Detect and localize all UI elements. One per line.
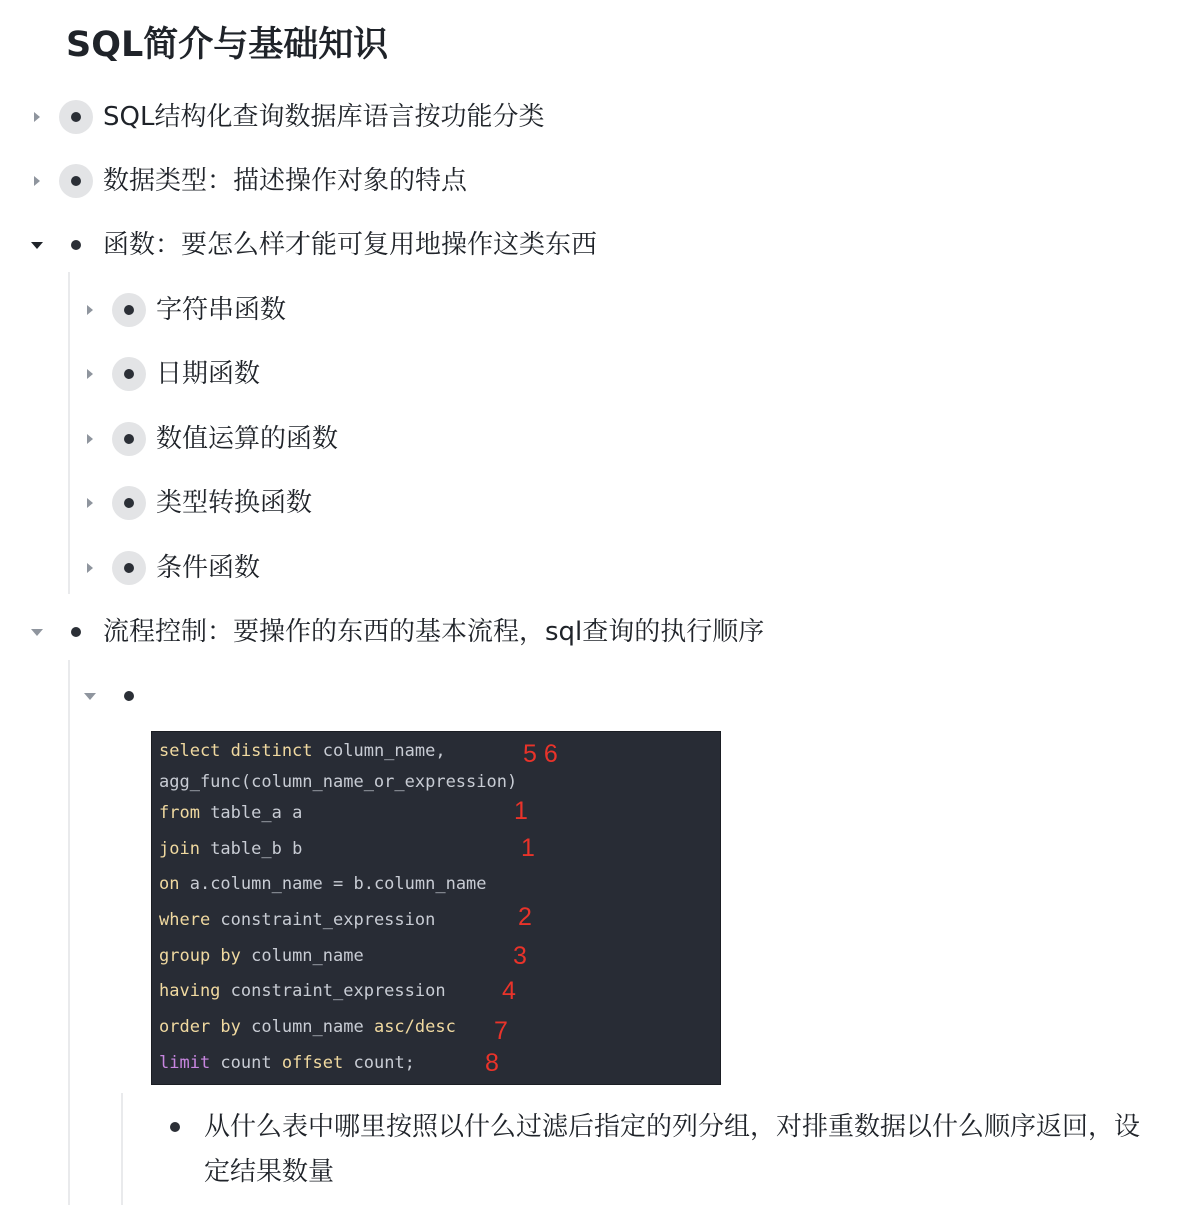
outline-item[interactable] <box>80 416 338 462</box>
indent-guide <box>68 660 70 1205</box>
code-line: where constraint_expression <box>159 910 436 930</box>
outline-item[interactable] <box>170 1105 1160 1195</box>
page-title: SQL简介与基础知识 <box>66 25 389 65</box>
bullet-icon[interactable] <box>59 228 93 262</box>
order-annotation: 4 <box>502 977 516 1005</box>
code-line: limit count offset count; <box>159 1053 415 1073</box>
caret-right-icon[interactable] <box>80 300 100 320</box>
code-line: on a.column_name = b.column_name <box>159 874 487 894</box>
outline-item[interactable] <box>80 480 312 526</box>
order-annotation: 3 <box>513 942 527 970</box>
bullet-icon[interactable] <box>112 486 146 520</box>
outline-item-label[interactable]: 从什么表中哪里按照以什么过滤后指定的列分组，对排重数据以什么顺序返回，设定结果数量 <box>204 1112 1141 1187</box>
caret-right-icon[interactable] <box>80 558 100 578</box>
code-line: having constraint_expression <box>159 981 446 1001</box>
code-line: select distinct column_name, <box>159 741 446 761</box>
order-annotation: 8 <box>485 1049 499 1077</box>
outline-item-label[interactable]: 流程控制：要操作的东西的基本流程，sql查询的执行顺序 <box>103 617 765 647</box>
outline-item-label[interactable]: 类型转换函数 <box>156 488 313 518</box>
bullet-icon[interactable] <box>59 615 93 649</box>
outline-item[interactable] <box>27 94 544 140</box>
order-annotation: 7 <box>494 1017 508 1045</box>
bullet-icon[interactable] <box>170 1122 180 1132</box>
bullet-icon[interactable] <box>59 164 93 198</box>
outline-item-label[interactable]: 日期函数 <box>156 359 261 389</box>
order-annotation: 1 <box>521 834 535 862</box>
order-annotation: 1 <box>514 797 528 825</box>
outline-item-label[interactable]: 数值运算的函数 <box>156 424 339 454</box>
outline-item-label[interactable]: SQL结构化查询数据库语言按功能分类 <box>103 102 545 132</box>
outline-item[interactable] <box>80 287 286 333</box>
outline-item[interactable] <box>27 222 597 268</box>
order-annotation: 5 6 <box>523 740 558 768</box>
outline-item[interactable] <box>80 545 260 591</box>
caret-right-icon[interactable] <box>80 364 100 384</box>
bullet-icon[interactable] <box>112 422 146 456</box>
caret-right-icon[interactable] <box>80 429 100 449</box>
code-line: from table_a a <box>159 803 303 823</box>
order-annotation: 2 <box>518 903 532 931</box>
indent-guide <box>121 1093 123 1205</box>
outline-item-label[interactable]: 数据类型：描述操作对象的特点 <box>103 166 468 196</box>
caret-down-icon[interactable] <box>27 235 47 255</box>
code-line: group by column_name <box>159 946 364 966</box>
bullet-icon[interactable] <box>112 357 146 391</box>
bullet-icon[interactable] <box>112 679 146 713</box>
code-line: order by column_name asc/desc <box>159 1017 456 1037</box>
outline-item-label[interactable]: 函数：要怎么样才能可复用地操作这类东西 <box>103 230 598 260</box>
indent-guide <box>68 272 70 594</box>
outline-item-label[interactable]: 字符串函数 <box>156 295 287 325</box>
caret-down-icon[interactable] <box>80 686 100 706</box>
caret-right-icon[interactable] <box>27 107 47 127</box>
outline-item[interactable] <box>80 351 260 397</box>
outline-item[interactable] <box>80 673 146 719</box>
code-line: agg_func(column_name_or_expression) <box>159 772 518 792</box>
bullet-icon[interactable] <box>112 293 146 327</box>
outline-item[interactable] <box>27 609 764 655</box>
outline-item[interactable] <box>27 158 467 204</box>
caret-right-icon[interactable] <box>80 493 100 513</box>
outline-item-label[interactable]: 条件函数 <box>156 553 261 583</box>
bullet-icon[interactable] <box>112 551 146 585</box>
code-line: join table_b b <box>159 839 303 859</box>
bullet-icon[interactable] <box>59 100 93 134</box>
caret-right-icon[interactable] <box>27 171 47 191</box>
caret-down-icon[interactable] <box>27 622 47 642</box>
sql-code-image <box>151 731 721 1085</box>
